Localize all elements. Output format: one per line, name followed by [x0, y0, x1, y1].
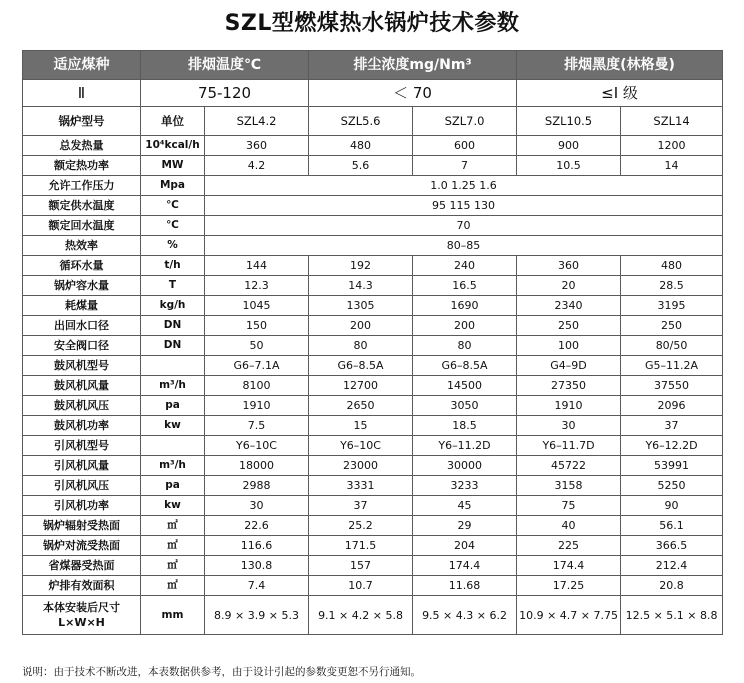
- value-cell: 12.3: [205, 276, 309, 296]
- row-label: 额定供水温度: [23, 196, 141, 216]
- header-smoke-temp: 排烟温度℃: [141, 51, 309, 80]
- footnote: 说明：由于技术不断改进，本表数据供参考，由于设计引起的参数变更恕不另行通知。: [22, 666, 421, 678]
- table-row: [23, 416, 723, 436]
- value-cell: G4–9D: [517, 356, 621, 376]
- header-blackness: 排烟黑度(林格曼): [517, 51, 723, 80]
- row-label: 鼓风机功率: [23, 416, 141, 436]
- value-cell: 14.3: [309, 276, 413, 296]
- row-unit: m³/h: [141, 456, 205, 476]
- value-cell: 7.4: [205, 576, 309, 596]
- table-row: [23, 576, 723, 596]
- value-cell: 56.1: [621, 516, 723, 536]
- value-cell: 5.6: [309, 156, 413, 176]
- table-row: [23, 596, 723, 635]
- table-row: [23, 356, 723, 376]
- row-unit: T: [141, 276, 205, 296]
- row-unit: ㎡: [141, 556, 205, 576]
- value-cell: 23000: [309, 456, 413, 476]
- value-cell: 1305: [309, 296, 413, 316]
- row-unit: DN: [141, 316, 205, 336]
- value-cell: 45: [413, 496, 517, 516]
- table-row: [23, 536, 723, 556]
- value-cell: 480: [309, 136, 413, 156]
- row-label: 热效率: [23, 236, 141, 256]
- table-row: [23, 156, 723, 176]
- value-cell: 204: [413, 536, 517, 556]
- value-cell: 20.8: [621, 576, 723, 596]
- row-unit: [141, 356, 205, 376]
- standards-row: [23, 80, 723, 107]
- standard-smoke-temp: 75-120: [141, 80, 309, 107]
- value-cell: 80: [413, 336, 517, 356]
- value-cell: 900: [517, 136, 621, 156]
- value-cell: 3233: [413, 476, 517, 496]
- value-cell: 360: [517, 256, 621, 276]
- value-cell: 12.5 × 5.1 × 8.8: [621, 596, 723, 635]
- value-cell: Y6–11.2D: [413, 436, 517, 456]
- value-cell: 3195: [621, 296, 723, 316]
- merged-value: 95 115 130: [205, 196, 723, 216]
- value-cell: 200: [413, 316, 517, 336]
- row-unit: DN: [141, 336, 205, 356]
- row-unit: [141, 436, 205, 456]
- value-cell: 100: [517, 336, 621, 356]
- header-dust: 排尘浓度mg/Nm³: [309, 51, 517, 80]
- value-cell: 2340: [517, 296, 621, 316]
- row-label: 总发热量: [23, 136, 141, 156]
- table-row: [23, 256, 723, 276]
- table-row: [23, 456, 723, 476]
- row-unit: t/h: [141, 256, 205, 276]
- value-cell: 1690: [413, 296, 517, 316]
- model-cell: SZL10.5: [517, 107, 621, 136]
- value-cell: G6–8.5A: [413, 356, 517, 376]
- table-row: [23, 276, 723, 296]
- model-row: [23, 107, 723, 136]
- row-label: 锅炉容水量: [23, 276, 141, 296]
- value-cell: 2096: [621, 396, 723, 416]
- row-unit: kw: [141, 496, 205, 516]
- value-cell: 4.2: [205, 156, 309, 176]
- value-cell: 5250: [621, 476, 723, 496]
- row-unit: ℃: [141, 196, 205, 216]
- value-cell: 40: [517, 516, 621, 536]
- value-cell: 225: [517, 536, 621, 556]
- row-unit: kg/h: [141, 296, 205, 316]
- value-cell: 150: [205, 316, 309, 336]
- value-cell: 15: [309, 416, 413, 436]
- value-cell: 8100: [205, 376, 309, 396]
- value-cell: 3050: [413, 396, 517, 416]
- table-row: [23, 236, 723, 256]
- value-cell: 28.5: [621, 276, 723, 296]
- row-unit: pa: [141, 396, 205, 416]
- table-row: [23, 556, 723, 576]
- value-cell: 174.4: [517, 556, 621, 576]
- model-cell: SZL5.6: [309, 107, 413, 136]
- value-cell: 360: [205, 136, 309, 156]
- table-row: [23, 336, 723, 356]
- value-cell: 1045: [205, 296, 309, 316]
- value-cell: Y6–11.7D: [517, 436, 621, 456]
- value-cell: 174.4: [413, 556, 517, 576]
- row-unit: ㎡: [141, 536, 205, 556]
- value-cell: 2988: [205, 476, 309, 496]
- value-cell: 25.2: [309, 516, 413, 536]
- row-label: 鼓风机型号: [23, 356, 141, 376]
- model-cell: SZL4.2: [205, 107, 309, 136]
- value-cell: 75: [517, 496, 621, 516]
- row-label: 引风机功率: [23, 496, 141, 516]
- row-label: 额定热功率: [23, 156, 141, 176]
- row-label: 耗煤量: [23, 296, 141, 316]
- row-unit: ㎡: [141, 516, 205, 536]
- value-cell: 366.5: [621, 536, 723, 556]
- merged-value: 1.0 1.25 1.6: [205, 176, 723, 196]
- value-cell: 192: [309, 256, 413, 276]
- merged-value: 70: [205, 216, 723, 236]
- value-cell: G6–8.5A: [309, 356, 413, 376]
- row-label: 省煤器受热面: [23, 556, 141, 576]
- table-row: [23, 476, 723, 496]
- value-cell: 144: [205, 256, 309, 276]
- value-cell: 1200: [621, 136, 723, 156]
- value-cell: 18000: [205, 456, 309, 476]
- value-cell: 45722: [517, 456, 621, 476]
- table-row: [23, 196, 723, 216]
- value-cell: 50: [205, 336, 309, 356]
- unit-label: 单位: [141, 107, 205, 136]
- model-cell: SZL14: [621, 107, 723, 136]
- table-row: [23, 216, 723, 236]
- row-label: 引风机型号: [23, 436, 141, 456]
- value-cell: 7: [413, 156, 517, 176]
- value-cell: 27350: [517, 376, 621, 396]
- standard-fuel: Ⅱ: [23, 80, 141, 107]
- header-fuel: 适应煤种: [23, 51, 141, 80]
- value-cell: 3158: [517, 476, 621, 496]
- row-unit: kw: [141, 416, 205, 436]
- value-cell: 1910: [205, 396, 309, 416]
- value-cell: 12700: [309, 376, 413, 396]
- row-unit: mm: [141, 596, 205, 635]
- standard-dust: ＜ 70: [309, 80, 517, 107]
- row-label: 炉排有效面积: [23, 576, 141, 596]
- table-row: [23, 136, 723, 156]
- value-cell: 80/50: [621, 336, 723, 356]
- row-label: 锅炉辐射受热面: [23, 516, 141, 536]
- value-cell: 171.5: [309, 536, 413, 556]
- table-row: [23, 396, 723, 416]
- value-cell: 250: [621, 316, 723, 336]
- row-label: 锅炉对流受热面: [23, 536, 141, 556]
- row-unit: ㎡: [141, 576, 205, 596]
- value-cell: 9.1 × 4.2 × 5.8: [309, 596, 413, 635]
- row-label: 出回水口径: [23, 316, 141, 336]
- value-cell: 9.5 × 4.3 × 6.2: [413, 596, 517, 635]
- value-cell: 29: [413, 516, 517, 536]
- table-row: [23, 496, 723, 516]
- value-cell: 480: [621, 256, 723, 276]
- value-cell: 37: [621, 416, 723, 436]
- value-cell: 10.9 × 4.7 × 7.75: [517, 596, 621, 635]
- specs-table: [22, 50, 723, 635]
- value-cell: 7.5: [205, 416, 309, 436]
- row-label: 循环水量: [23, 256, 141, 276]
- value-cell: 130.8: [205, 556, 309, 576]
- row-label: 允许工作压力: [23, 176, 141, 196]
- row-label: 引风机风量: [23, 456, 141, 476]
- value-cell: 22.6: [205, 516, 309, 536]
- value-cell: 11.68: [413, 576, 517, 596]
- value-cell: 30: [517, 416, 621, 436]
- row-label: 鼓风机风量: [23, 376, 141, 396]
- value-cell: 90: [621, 496, 723, 516]
- value-cell: 17.25: [517, 576, 621, 596]
- table-row: [23, 296, 723, 316]
- value-cell: 20: [517, 276, 621, 296]
- value-cell: 16.5: [413, 276, 517, 296]
- row-unit: 10⁴kcal/h: [141, 136, 205, 156]
- value-cell: 1910: [517, 396, 621, 416]
- row-unit: m³/h: [141, 376, 205, 396]
- model-cell: SZL7.0: [413, 107, 517, 136]
- value-cell: 30: [205, 496, 309, 516]
- value-cell: 14500: [413, 376, 517, 396]
- value-cell: Y6–10C: [309, 436, 413, 456]
- value-cell: 18.5: [413, 416, 517, 436]
- table-row: [23, 436, 723, 456]
- value-cell: Y6–10C: [205, 436, 309, 456]
- value-cell: 3331: [309, 476, 413, 496]
- table-row: [23, 316, 723, 336]
- value-cell: 10.5: [517, 156, 621, 176]
- value-cell: 37: [309, 496, 413, 516]
- row-label: 安全阀口径: [23, 336, 141, 356]
- value-cell: 80: [309, 336, 413, 356]
- value-cell: 200: [309, 316, 413, 336]
- value-cell: G5–11.2A: [621, 356, 723, 376]
- row-unit: Mpa: [141, 176, 205, 196]
- row-unit: %: [141, 236, 205, 256]
- value-cell: 600: [413, 136, 517, 156]
- table-row: [23, 376, 723, 396]
- header-row: [23, 51, 723, 80]
- row-label: 本体安装后尺寸 L×W×H: [23, 596, 141, 635]
- standard-blackness: ≤Ⅰ 级: [517, 80, 723, 107]
- value-cell: 157: [309, 556, 413, 576]
- page-title: SZL型燃煤热水锅炉技术参数: [224, 11, 520, 36]
- value-cell: 53991: [621, 456, 723, 476]
- value-cell: 8.9 × 3.9 × 5.3: [205, 596, 309, 635]
- row-unit: MW: [141, 156, 205, 176]
- row-unit: ℃: [141, 216, 205, 236]
- row-label: 额定回水温度: [23, 216, 141, 236]
- value-cell: 212.4: [621, 556, 723, 576]
- value-cell: 240: [413, 256, 517, 276]
- value-cell: 10.7: [309, 576, 413, 596]
- value-cell: 37550: [621, 376, 723, 396]
- value-cell: G6–7.1A: [205, 356, 309, 376]
- table-row: [23, 516, 723, 536]
- value-cell: 14: [621, 156, 723, 176]
- value-cell: 250: [517, 316, 621, 336]
- value-cell: 30000: [413, 456, 517, 476]
- model-label: 锅炉型号: [23, 107, 141, 136]
- row-label: 鼓风机风压: [23, 396, 141, 416]
- value-cell: 116.6: [205, 536, 309, 556]
- value-cell: Y6–12.2D: [621, 436, 723, 456]
- row-unit: pa: [141, 476, 205, 496]
- table-row: [23, 176, 723, 196]
- value-cell: 2650: [309, 396, 413, 416]
- row-label: 引风机风压: [23, 476, 141, 496]
- merged-value: 80–85: [205, 236, 723, 256]
